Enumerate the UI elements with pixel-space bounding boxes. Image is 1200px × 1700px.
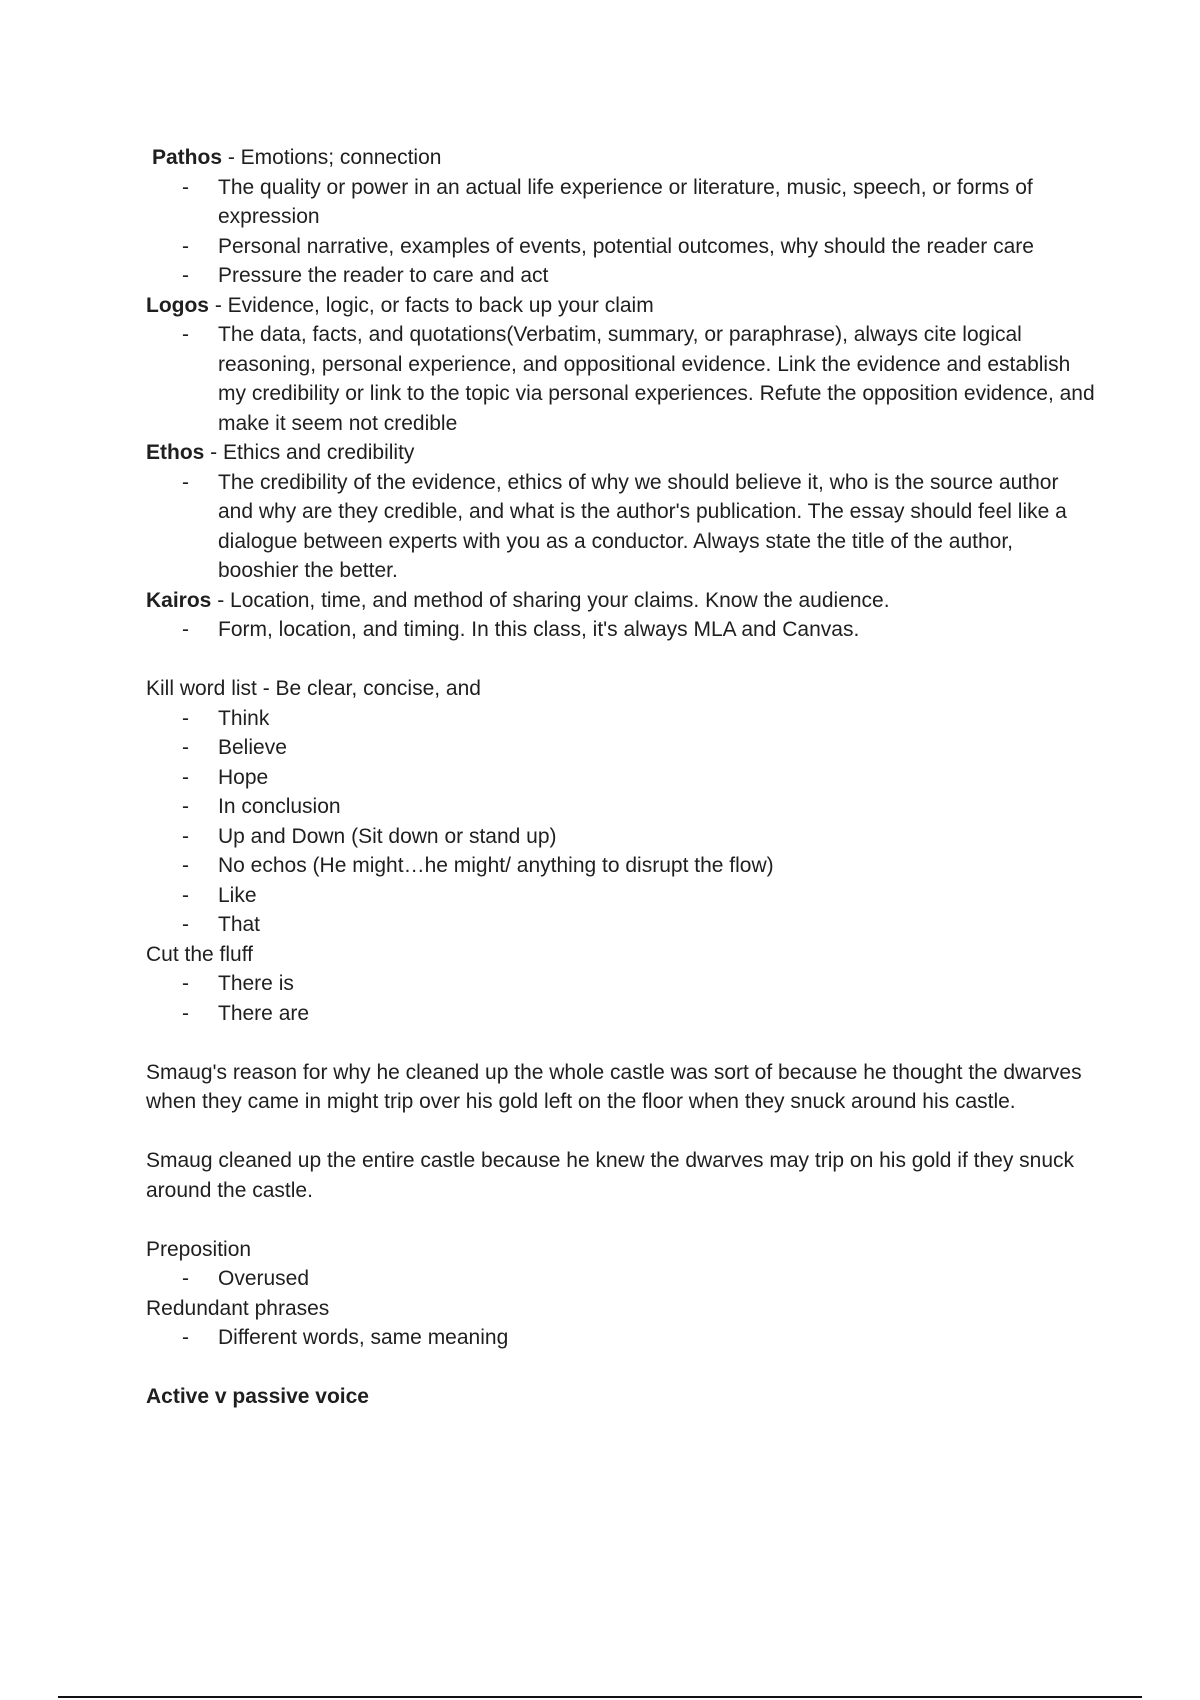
ethos-heading bbox=[146, 438, 1096, 468]
kairos-list bbox=[146, 615, 1096, 645]
list-item bbox=[146, 763, 1096, 793]
list-item-text: Personal narrative, examples of events, potential outcomes, why should the reader care bbox=[218, 234, 1034, 258]
kairos-term: Kairos bbox=[146, 588, 212, 612]
kairos-heading bbox=[146, 586, 1096, 616]
list-item-text: In conclusion bbox=[218, 795, 341, 818]
pathos-heading bbox=[146, 143, 1096, 173]
dash-bullet: - bbox=[182, 323, 189, 346]
dash-bullet: - bbox=[182, 175, 189, 199]
list-item-text: The data, facts, and quotations(Verbatim, summary, or paraphrase), always cite logical reasoning, personal experience, and oppositional evidence. Link the evidence and establish my credibility or link to the topic via personal experiences. Refute the opposition evidence, and make it seem not credible bbox=[218, 323, 1095, 435]
example-before-paragraph: Smaug's reason for why he cleaned up the whole castle was sort of because he thought the dwarves when they came in might trip over his gold left on the floor when they snuck around his castle. bbox=[146, 1060, 1082, 1113]
list-item-text: There is bbox=[218, 972, 294, 995]
list-item bbox=[146, 704, 1096, 734]
redundant-list bbox=[146, 1323, 1096, 1353]
list-item-text: No echos (He might…he might/ anything to disrupt the flow) bbox=[218, 854, 774, 877]
logos-list bbox=[146, 320, 1096, 438]
pathos-term: Pathos bbox=[152, 146, 223, 169]
list-item bbox=[146, 969, 1096, 999]
preposition-list bbox=[146, 1264, 1096, 1294]
list-item-text: Different words, same meaning bbox=[218, 1326, 509, 1349]
list-item bbox=[146, 733, 1096, 763]
list-item-text: Overused bbox=[218, 1267, 310, 1290]
document-body bbox=[146, 143, 1096, 1412]
dash-bullet: - bbox=[182, 706, 189, 730]
spacer bbox=[146, 1353, 1096, 1383]
spacer bbox=[146, 645, 1096, 675]
list-item bbox=[146, 822, 1096, 852]
list-item-text: Hope bbox=[218, 765, 269, 789]
spacer bbox=[146, 1205, 1096, 1235]
list-item-text: Pressure the reader to care and act bbox=[218, 264, 549, 287]
dash-bullet: - bbox=[182, 234, 189, 258]
list-item bbox=[146, 261, 1096, 291]
dash-bullet: - bbox=[182, 1326, 189, 1349]
dash-bullet: - bbox=[182, 824, 189, 848]
spacer bbox=[146, 1117, 1096, 1147]
list-item bbox=[146, 910, 1096, 940]
spacer bbox=[146, 1028, 1096, 1058]
kill-word-list bbox=[146, 704, 1096, 940]
logos-heading bbox=[146, 291, 1096, 321]
list-item bbox=[146, 999, 1096, 1029]
list-item-text: Like bbox=[218, 883, 257, 907]
example-after-paragraph: Smaug cleaned up the entire castle because he knew the dwarves may trip on his gold if they snuck around the castle. bbox=[146, 1149, 1075, 1202]
dash-bullet: - bbox=[182, 854, 189, 877]
logos-term: Logos bbox=[146, 293, 209, 317]
kairos-definition: - Location, time, and method of sharing your claims. Know the audience. bbox=[211, 588, 890, 612]
dash-bullet: - bbox=[182, 1001, 189, 1025]
kill-word-heading: Kill word list - Be clear, concise, and bbox=[146, 677, 481, 700]
ethos-definition: - Ethics and credibility bbox=[204, 441, 415, 464]
dash-bullet: - bbox=[182, 972, 189, 995]
list-item-text: Believe bbox=[218, 736, 287, 759]
dash-bullet: - bbox=[182, 883, 189, 907]
list-item-text: The quality or power in an actual life experience or literature, music, speech, or forms of expression bbox=[218, 175, 1033, 228]
list-item-text: Form, location, and timing. In this class, it's always MLA and Canvas. bbox=[218, 618, 860, 641]
list-item bbox=[146, 173, 1096, 232]
logos-definition: - Evidence, logic, or facts to back up your claim bbox=[209, 293, 654, 317]
ethos-term: Ethos bbox=[146, 441, 205, 464]
pathos-definition: - Emotions; connection bbox=[222, 146, 442, 169]
list-item-text: That bbox=[218, 913, 261, 936]
dash-bullet: - bbox=[182, 913, 189, 936]
dash-bullet: - bbox=[182, 765, 189, 789]
list-item-text: Up and Down (Sit down or stand up) bbox=[218, 824, 557, 848]
fluff-heading: Cut the fluff bbox=[146, 942, 254, 966]
list-item bbox=[146, 320, 1096, 438]
dash-bullet: - bbox=[182, 470, 189, 494]
list-item bbox=[146, 851, 1096, 881]
list-item-text: Think bbox=[218, 706, 270, 730]
list-item bbox=[146, 1264, 1096, 1294]
dash-bullet: - bbox=[182, 618, 189, 641]
preposition-heading: Preposition bbox=[146, 1237, 252, 1261]
fluff-list bbox=[146, 969, 1096, 1028]
list-item-text: The credibility of the evidence, ethics of why we should believe it, who is the source author and why are they credible, and what is the author's publication. The essay should feel like a dialogue between experts with you as a conductor. Always state the title of the author, booshier the better. bbox=[218, 470, 1067, 582]
list-item-text: There are bbox=[218, 1001, 310, 1025]
list-item bbox=[146, 792, 1096, 822]
list-item bbox=[146, 232, 1096, 262]
voice-heading: Active v passive voice bbox=[146, 1385, 369, 1408]
dash-bullet: - bbox=[182, 264, 189, 287]
pathos-list bbox=[146, 173, 1096, 291]
dash-bullet: - bbox=[182, 1267, 189, 1290]
redundant-heading: Redundant phrases bbox=[146, 1296, 330, 1320]
list-item bbox=[146, 468, 1096, 586]
list-item bbox=[146, 615, 1096, 645]
dash-bullet: - bbox=[182, 795, 189, 818]
list-item bbox=[146, 1323, 1096, 1353]
dash-bullet: - bbox=[182, 736, 189, 759]
page-bottom-rule bbox=[58, 1696, 1142, 1698]
list-item bbox=[146, 881, 1096, 911]
ethos-list bbox=[146, 468, 1096, 586]
